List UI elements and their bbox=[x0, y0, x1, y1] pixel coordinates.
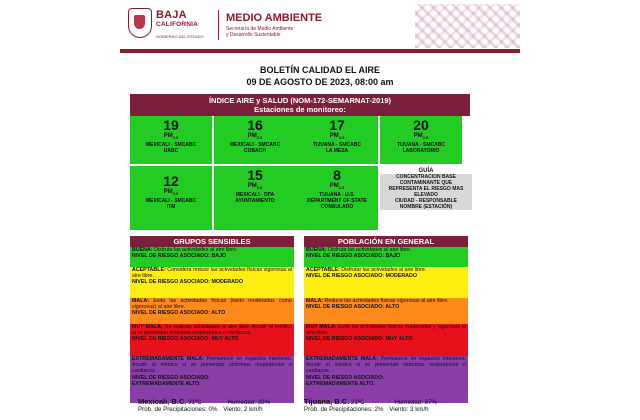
pollutant-name: PM bbox=[413, 133, 423, 139]
station-card bbox=[214, 116, 296, 164]
category-text: Evita las actividades físicas moderadas y vigorosas al aire libre. bbox=[306, 324, 466, 337]
pollutant-name: PM bbox=[163, 133, 173, 139]
index-banner bbox=[130, 94, 470, 116]
risk-level: NIVEL DE RIESGO ASOCIADO: BAJO bbox=[132, 253, 227, 260]
category-text: Disfruta las actividades al aire libre. bbox=[154, 247, 238, 253]
risk-level: NIVEL DE RIESGO ASOCIADO: MUY ALTO bbox=[306, 336, 413, 343]
station-card bbox=[380, 116, 462, 164]
state-name-line2: CALIFORNIA bbox=[156, 21, 199, 28]
pollutant-subscript: 2.5 bbox=[338, 135, 345, 141]
station-site: DEPARTMENT OF STATE bbox=[307, 198, 367, 205]
station-name: MEXICALI - SMCABC bbox=[229, 142, 281, 149]
bulletin-date: 09 DE AGOSTO DE 2023, 08:00 am bbox=[246, 77, 394, 87]
panel-title: POBLACIÓN EN GENERAL bbox=[304, 236, 468, 247]
category-bad bbox=[304, 298, 468, 324]
category-label: MUY MALA: bbox=[306, 324, 337, 330]
station-name: TIJUANA - SMCABC bbox=[397, 142, 445, 149]
category-extreme bbox=[304, 356, 468, 403]
pollutant-name: PM bbox=[247, 133, 257, 139]
department-name: MEDIO AMBIENTE bbox=[226, 12, 323, 24]
station-card bbox=[296, 166, 378, 230]
guide-line: CONTAMINANTE QUE bbox=[380, 180, 472, 186]
legend-guide bbox=[380, 168, 472, 210]
header-divider bbox=[218, 10, 219, 40]
header-pattern bbox=[415, 4, 520, 48]
category-text: Permanece en espacios interiores. Acudir al médico si se presentan síntomas respiratorios o cardiacos. bbox=[132, 356, 292, 375]
category-bad bbox=[130, 298, 294, 324]
weather-line1 bbox=[138, 398, 270, 406]
guide-line: ELEVADO bbox=[380, 192, 472, 198]
station-site: ITM bbox=[166, 204, 176, 211]
station-site: LABORATORIO bbox=[402, 148, 440, 155]
category-text: Considera reducir las actividades físicas vigorosas al aire libre. bbox=[132, 267, 292, 280]
risk-level: NIVEL DE RIESGO ASOCIADO: ALTO bbox=[132, 310, 226, 317]
city-name: Mexicali, B.C. bbox=[138, 397, 187, 406]
risk-level: NIVEL DE RIESGO ASOCIADO: MODERADO bbox=[306, 273, 417, 280]
precipitation: Prob. de Precipitaciones: 0% bbox=[138, 406, 218, 413]
station-site: LA MESA bbox=[325, 148, 349, 155]
category-label: BUENA: bbox=[306, 247, 327, 253]
station-site: UABC bbox=[163, 148, 179, 155]
station-pollutant bbox=[130, 189, 212, 197]
risk-level-value: EXTREMADAMENTE ALTO. bbox=[306, 380, 375, 387]
category-text: Evita las actividades físicas (tanto moderadas como vigorosas) al aire libre. bbox=[132, 298, 292, 311]
category-label: ACEPTABLE: bbox=[132, 267, 166, 273]
station-pollutant bbox=[214, 133, 296, 141]
category-label: EXTREMADAMENTE MALA: bbox=[132, 356, 204, 362]
risk-level: NIVEL DE RIESGO ASOCIADO: bbox=[306, 374, 384, 381]
weather-line2 bbox=[138, 406, 270, 413]
department-subtitle-line2: y Desarrollo Sustentable bbox=[226, 32, 281, 38]
humidity: Humedad: 32% bbox=[227, 399, 271, 406]
station-card bbox=[130, 116, 212, 164]
station-card bbox=[296, 116, 378, 164]
category-label: MALA: bbox=[132, 298, 150, 304]
temperature: 31ºC bbox=[188, 399, 202, 406]
category-very-bad bbox=[130, 324, 294, 356]
pollutant-subscript: 2.5 bbox=[256, 185, 263, 191]
category-text: Permanece en espacios interiores. Acudir al médico si se presentan síntomas respiratorios o cardiacos. bbox=[306, 356, 466, 375]
risk-level-value: EXTREMADAMENTE ALTO. bbox=[132, 380, 201, 387]
general-population-panel bbox=[304, 236, 468, 403]
pollutant-name: PM bbox=[329, 133, 339, 139]
category-text: No realices actividades al aire libre. Acudir al médico si se presentan síntomas respiratorios o cardiacos. bbox=[132, 324, 292, 337]
wind: Viento: 2 km/h bbox=[223, 406, 263, 413]
pollutant-subscript: 2.5 bbox=[172, 135, 179, 141]
state-subtitle: GOBIERNO DEL ESTADO bbox=[156, 34, 204, 39]
pollutant-subscript: 2.5 bbox=[172, 191, 179, 197]
station-name: TIJUANA - SMCABC bbox=[313, 142, 361, 149]
station-site: COBACH bbox=[244, 148, 266, 155]
category-text: Disfrutar las actividades al aire libre. bbox=[341, 267, 427, 273]
pollutant-subscript: 2.5 bbox=[256, 135, 263, 141]
weather-line2 bbox=[304, 406, 437, 413]
station-pollutant bbox=[296, 183, 378, 191]
station-value: 8 bbox=[333, 167, 341, 183]
station-card bbox=[130, 166, 212, 230]
station-pollutant bbox=[296, 133, 378, 141]
category-label: BUENA: bbox=[132, 247, 153, 253]
pollutant-name: PM bbox=[329, 183, 339, 189]
risk-level: NIVEL DE RIESGO ASOCIADO: BAJO bbox=[306, 253, 401, 260]
station-value: 16 bbox=[247, 117, 263, 133]
index-title: ÍNDICE AIRE y SALUD (NOM-172-SEMARNAT-2019) bbox=[208, 96, 392, 105]
state-name-line1: BAJA bbox=[156, 9, 187, 21]
station-value: 12 bbox=[163, 173, 179, 189]
pollutant-subscript: 2.5 bbox=[422, 135, 429, 141]
station-card bbox=[214, 166, 296, 230]
page-header bbox=[120, 4, 520, 52]
category-label: MALA: bbox=[306, 298, 324, 304]
station-pollutant bbox=[380, 133, 462, 141]
station-name: MEXICALI - SMCABC bbox=[145, 198, 197, 205]
state-seal-icon bbox=[128, 8, 152, 38]
panel-title: GRUPOS SENSIBLES bbox=[130, 236, 294, 247]
city-name: Tijuana, B.C. bbox=[304, 397, 350, 406]
stations-label: Estaciones de monitoreo: bbox=[254, 105, 346, 114]
guide-line: NOMBRE (ESTACIÓN) bbox=[380, 204, 472, 210]
station-value: 15 bbox=[247, 167, 263, 183]
sensitive-groups-panel bbox=[130, 236, 294, 403]
category-very-bad bbox=[304, 324, 468, 356]
pollutant-name: PM bbox=[163, 189, 173, 195]
precipitation: Prob. de Precipitaciones: 2% bbox=[304, 406, 384, 413]
weather-mexicali bbox=[138, 398, 270, 413]
risk-level: NIVEL DE RIESGO ASOCIADO: MODERADO bbox=[132, 279, 243, 286]
station-name: MEXICALI - DPA bbox=[235, 192, 275, 199]
category-acceptable bbox=[130, 267, 294, 298]
pollutant-name: PM bbox=[247, 183, 257, 189]
humidity: Humedad: 87% bbox=[394, 399, 438, 406]
station-name: MEXICALI - SMCABC bbox=[145, 142, 197, 149]
category-good bbox=[130, 247, 294, 267]
category-extreme bbox=[130, 356, 294, 403]
guide-title: GUÍA bbox=[418, 168, 434, 174]
station-pollutant bbox=[130, 133, 212, 141]
station-value: 19 bbox=[163, 117, 179, 133]
pollutant-subscript: 2.5 bbox=[338, 185, 345, 191]
bulletin-title: BOLETÍN CALIDAD EL AIRE bbox=[259, 65, 380, 75]
category-label: MUY MALA: bbox=[132, 324, 163, 330]
category-good bbox=[304, 247, 468, 267]
category-label: ACEPTABLE: bbox=[306, 267, 340, 273]
guide-line: REPRESENTA EL RIESGO MAS bbox=[380, 186, 472, 192]
risk-level: NIVEL DE RIESGO ASOCIADO: bbox=[132, 374, 210, 381]
temperature: 21ºC bbox=[351, 399, 365, 406]
weather-line1 bbox=[304, 398, 437, 406]
header-bar bbox=[120, 49, 520, 53]
station-value: 20 bbox=[413, 117, 429, 133]
station-site: AYUNTAMIENTO bbox=[235, 198, 275, 205]
category-text: Disfruta las actividades al aire libre. bbox=[328, 247, 412, 253]
weather-tijuana bbox=[304, 398, 437, 413]
risk-level: NIVEL DE RIESGO ASOCIADO: ALTO bbox=[306, 304, 400, 311]
wind: Viento: 3 km/h bbox=[389, 406, 429, 413]
guide-line: CONCENTRACION BASE bbox=[380, 174, 472, 180]
department-subtitle bbox=[226, 26, 293, 38]
category-text: Reduce las actividades físicas vigorosas al aire libre. bbox=[324, 298, 449, 304]
station-name: TIJUANA - U.S. bbox=[319, 192, 355, 199]
state-name bbox=[156, 10, 198, 29]
guide-line: CIUDAD - RESPONSABLE bbox=[380, 198, 472, 204]
station-site-extra: CONSULADO bbox=[320, 204, 354, 211]
department-subtitle-line1: Secretaría de Medio Ambiente bbox=[226, 26, 294, 32]
category-acceptable bbox=[304, 267, 468, 298]
station-value: 17 bbox=[329, 117, 345, 133]
station-pollutant bbox=[214, 183, 296, 191]
risk-level: NIVEL DE RIESGO ASOCIADO: MUY ALTO bbox=[132, 336, 239, 343]
category-label: EXTREMADAMENTE MALA: bbox=[306, 356, 378, 362]
